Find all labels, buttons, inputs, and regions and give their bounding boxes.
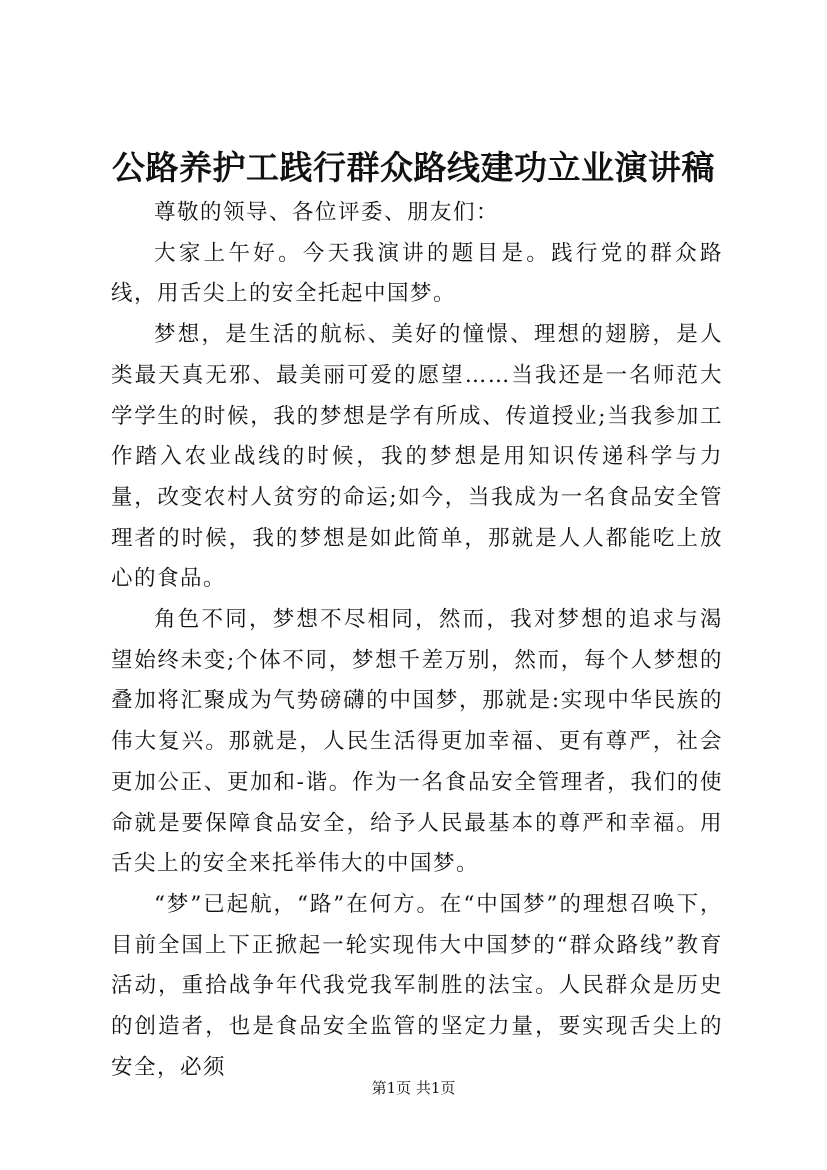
document-body: [111, 193, 723, 1088]
document-title: 公路养护工践行群众路线建功立业演讲稿: [112, 148, 715, 187]
paragraph-greeting: 大家上午好。今天我演讲的题目是。践行党的群众路线，用舌尖上的安全托起中国梦。: [111, 240, 723, 307]
paragraph-salutation: 尊敬的领导、各位评委、朋友们：: [154, 200, 500, 225]
paragraph-roles: 角色不同，梦想不尽相同，然而，我对梦想的追求与渴望始终未变;个体不同，梦想千差万别，然而，每个人梦想的叠加将汇聚成为气势磅礴的中国梦，那就是:实现中华民族的伟大复兴。那就是，人民生活得更加幸福、更有尊严，社会更加公正、更加和-谐。作为一名食品安全管理者，我们的使命就是要保障食品安全，给予人民最基本的尊严和幸福。用舌尖上的安全来托举伟大的中国梦。: [111, 607, 723, 877]
paragraph-mass-line: “梦”已起航，“路”在何方。在“中国梦”的理想召唤下，目前全国上下正掀起一轮实现伟大中国梦的“群众路线”教育活动，重拾战争年代我党我军制胜的法宝。人民群众是历史的创造者，也是食品安全监管的坚定力量，要实现舌尖上的安全，必须: [111, 891, 723, 1080]
page-number-label: 第1页 共1页: [371, 1079, 456, 1097]
paragraph-dream: 梦想，是生活的航标、美好的憧憬、理想的翅膀，是人类最天真无邪、最美丽可爱的愿望……当我还是一名师范大学学生的时候，我的梦想是学有所成、传道授业;当我参加工作踏入农业战线的时候，我的梦想是用知识传递科学与力量，改变农村人贫穷的命运;如今，当我成为一名食品安全管理者的时候，我的梦想是如此简单，那就是人人都能吃上放心的食品。: [111, 322, 723, 592]
page-footer: [0, 1078, 827, 1098]
